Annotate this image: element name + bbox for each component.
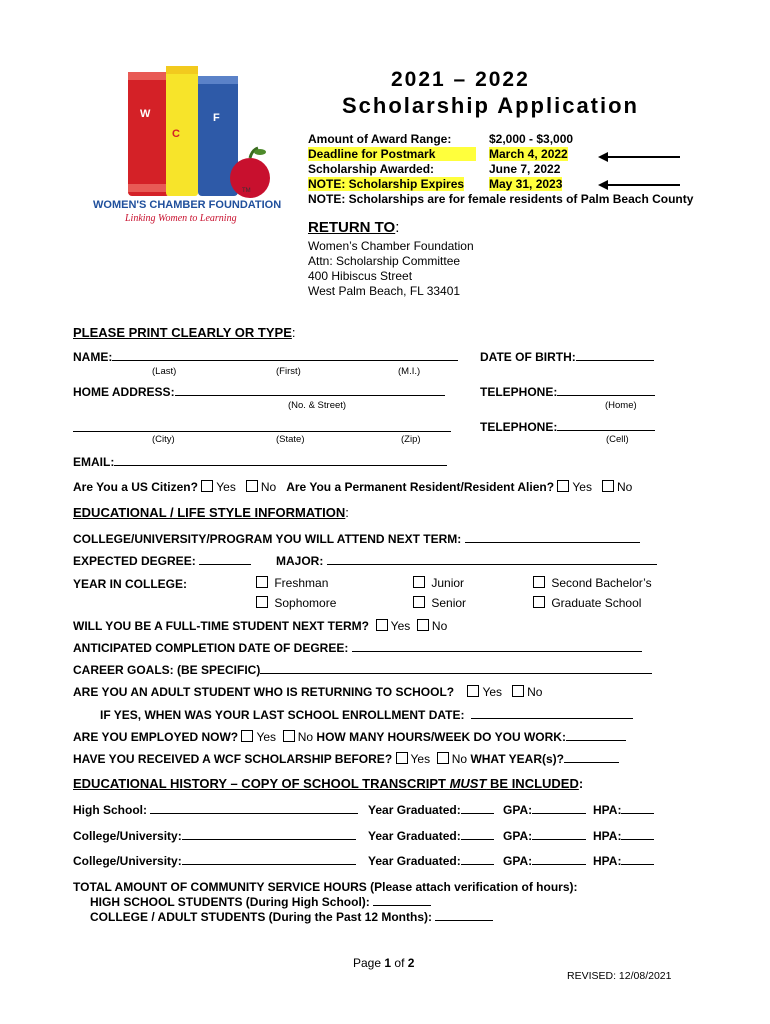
arrow-left-icon	[598, 180, 683, 190]
year-option-senior[interactable]	[413, 596, 466, 610]
history-heading	[73, 776, 583, 791]
history-gpa	[503, 803, 586, 817]
history-hpa	[593, 854, 654, 868]
year-label: YEAR IN COLLEGE:	[73, 577, 188, 591]
history-school-label: High School:	[73, 803, 147, 817]
name-sub-first: (First)	[276, 366, 301, 377]
gpa-field[interactable]	[532, 854, 586, 865]
senior-checkbox[interactable]	[413, 596, 425, 608]
yes-label: Yes	[390, 619, 411, 633]
wcf-yes-checkbox[interactable]	[396, 752, 408, 764]
history-row-college-2	[73, 854, 356, 868]
second-bachelors-label: Second Bachelor’s	[551, 576, 652, 590]
book-letter-c: C	[172, 128, 180, 140]
dob-field[interactable]	[576, 350, 654, 361]
resident-yes-checkbox[interactable]	[557, 480, 569, 492]
history-school-label: College/University:	[73, 854, 182, 868]
revised-date: REVISED: 12/08/2021	[567, 970, 672, 982]
history-heading-pre: EDUCATIONAL HISTORY – COPY OF SCHOOL TRANSCRIPT	[73, 776, 450, 791]
eligibility-note: NOTE: Scholarships are for female residents of Palm Beach County	[308, 192, 694, 206]
service-hs-field[interactable]	[373, 895, 431, 906]
print-clearly-heading	[73, 325, 296, 340]
no-label: No	[527, 685, 543, 699]
return-address-line: 400 Hibiscus Street	[308, 269, 413, 283]
history-row-high-school	[73, 803, 358, 817]
books-apple-icon	[126, 62, 286, 202]
college2-field[interactable]	[182, 854, 356, 865]
major-field[interactable]	[327, 554, 657, 565]
fulltime-question: WILL YOU BE A FULL-TIME STUDENT NEXT TERM?	[73, 619, 369, 633]
email-row	[73, 455, 447, 469]
service-hs-row	[90, 895, 431, 909]
return-to-heading-text: RETURN TO	[308, 219, 396, 236]
print-clearly-colon: :	[291, 325, 296, 340]
last-enroll-row	[100, 708, 633, 722]
what-year-field[interactable]	[564, 752, 619, 763]
gpa-label: GPA:	[503, 854, 533, 868]
history-year-grad	[368, 829, 494, 843]
second-bachelors-checkbox[interactable]	[533, 576, 545, 588]
adult-row	[73, 685, 542, 699]
history-gpa	[503, 854, 586, 868]
junior-label: Junior	[431, 576, 465, 590]
year-grad-field[interactable]	[461, 829, 494, 840]
page-word: Page	[353, 956, 382, 970]
completion-question: ANTICIPATED COMPLETION DATE OF DEGREE:	[73, 641, 349, 655]
goals-question: CAREER GOALS: (BE SPECIFIC)	[73, 663, 261, 677]
expires-label: NOTE: Scholarship Expires	[308, 177, 465, 191]
college-row	[73, 532, 640, 546]
college1-field[interactable]	[182, 829, 356, 840]
history-year-grad	[368, 803, 494, 817]
hpa-field[interactable]	[621, 829, 654, 840]
employed-no-checkbox[interactable]	[283, 730, 295, 742]
resident-no-checkbox[interactable]	[602, 480, 614, 492]
return-to-colon: :	[395, 219, 400, 236]
city-state-zip-field[interactable]	[73, 421, 451, 432]
history-school-label: College/University:	[73, 829, 182, 843]
adult-yes-checkbox[interactable]	[467, 685, 479, 697]
high-school-field[interactable]	[150, 803, 358, 814]
hpa-label: HPA:	[593, 803, 622, 817]
year-grad-label: Year Graduated:	[368, 854, 461, 868]
awarded-value: June 7, 2022	[489, 162, 561, 176]
freshman-checkbox[interactable]	[256, 576, 268, 588]
award-range-label: Amount of Award Range:	[308, 132, 452, 146]
hours-question: HOW MANY HOURS/WEEK DO YOU WORK:	[316, 730, 566, 744]
name-sub-mi: (M.I.)	[398, 366, 421, 377]
yes-label: Yes	[572, 480, 592, 494]
citizen-yes-checkbox[interactable]	[201, 480, 213, 492]
name-row	[73, 350, 458, 364]
wcf-logo	[88, 62, 283, 232]
award-range-value: $2,000 - $3,000	[489, 132, 574, 146]
wcf-no-checkbox[interactable]	[437, 752, 449, 764]
year-grad-field[interactable]	[461, 803, 494, 814]
employed-yes-checkbox[interactable]	[241, 730, 253, 742]
book-letter-f: F	[213, 112, 220, 124]
hours-field[interactable]	[566, 730, 626, 741]
yes-label: Yes	[216, 480, 236, 494]
year-grad-label: Year Graduated:	[368, 829, 461, 843]
gpa-label: GPA:	[503, 803, 533, 817]
college-field[interactable]	[465, 532, 640, 543]
page-title: Scholarship Application	[342, 93, 639, 118]
zip-sub: (Zip)	[401, 434, 421, 445]
no-label: No	[451, 752, 468, 766]
tel-home-label: TELEPHONE:	[480, 385, 558, 399]
education-heading	[73, 505, 349, 520]
year-grad-label: Year Graduated:	[368, 803, 461, 817]
gpa-label: GPA:	[503, 829, 533, 843]
of-word: of	[394, 956, 405, 970]
degree-field[interactable]	[199, 554, 251, 565]
no-label: No	[297, 730, 314, 744]
name-field[interactable]	[112, 350, 458, 361]
deadline-label: Deadline for Postmark	[308, 147, 476, 161]
goals-field[interactable]	[260, 663, 652, 674]
address-field[interactable]	[175, 385, 445, 396]
name-label: NAME:	[73, 350, 113, 364]
service-total: TOTAL AMOUNT OF COMMUNITY SERVICE HOURS (Please attach verification of hours):	[73, 880, 578, 894]
citizen-question: Are You a US Citizen?	[73, 480, 198, 494]
year-option-sophomore[interactable]	[256, 596, 336, 610]
page-number	[353, 956, 414, 970]
degree-row	[73, 554, 251, 568]
wcf-row	[73, 752, 619, 766]
history-heading-colon: :	[578, 776, 584, 791]
history-year-grad	[368, 854, 494, 868]
last-enroll-question: IF YES, WHEN WAS YOUR LAST SCHOOL ENROLLMENT DATE:	[100, 708, 465, 722]
adult-question: ARE YOU AN ADULT STUDENT WHO IS RETURNING TO SCHOOL?	[73, 685, 455, 699]
tel-cell-row	[480, 420, 655, 434]
expires-value: May 31, 2023	[489, 177, 563, 191]
fulltime-no-checkbox[interactable]	[417, 619, 429, 631]
sophomore-label: Sophomore	[274, 596, 337, 610]
history-hpa	[593, 803, 654, 817]
year-option-freshman[interactable]	[256, 576, 328, 590]
year-option-graduate[interactable]	[533, 596, 641, 610]
dob-label: DATE OF BIRTH:	[480, 350, 576, 364]
name-sub-last: (Last)	[152, 366, 177, 377]
city-sub: (City)	[152, 434, 175, 445]
graduate-label: Graduate School	[551, 596, 642, 610]
hpa-field[interactable]	[621, 803, 654, 814]
year-option-second-bachelors[interactable]	[533, 576, 652, 590]
tel-cell-sub: (Cell)	[606, 434, 629, 445]
print-clearly-text: PLEASE PRINT CLEARLY OR TYPE	[73, 325, 292, 340]
tel-cell-field[interactable]	[557, 420, 655, 431]
year-option-junior[interactable]	[413, 576, 464, 590]
service-hs-label: HIGH SCHOOL STUDENTS (During High School):	[90, 895, 370, 909]
arrow-left-icon	[598, 152, 683, 162]
degree-label: EXPECTED DEGREE:	[73, 554, 196, 568]
email-label: EMAIL:	[73, 455, 115, 469]
wcf-question: HAVE YOU RECEIVED A WCF SCHOLARSHIP BEFORE?	[73, 752, 393, 766]
trademark: TM	[242, 188, 251, 194]
employed-row	[73, 730, 626, 744]
major-label: MAJOR:	[276, 554, 324, 568]
tel-home-row	[480, 385, 655, 399]
book-letter-w: W	[140, 108, 151, 120]
yes-label: Yes	[410, 752, 431, 766]
freshman-label: Freshman	[274, 576, 329, 590]
last-enroll-field[interactable]	[471, 708, 633, 719]
fulltime-yes-checkbox[interactable]	[376, 619, 388, 631]
history-hpa	[593, 829, 654, 843]
fulltime-row	[73, 619, 447, 633]
return-to-heading	[308, 219, 399, 236]
resident-question: Are You a Permanent Resident/Resident Alien?	[286, 480, 555, 494]
graduate-checkbox[interactable]	[533, 596, 545, 608]
return-address-line: Attn: Scholarship Committee	[308, 254, 461, 268]
college-question: COLLEGE/UNIVERSITY/PROGRAM YOU WILL ATTEND NEXT TERM:	[73, 532, 462, 546]
citizen-no-checkbox[interactable]	[246, 480, 258, 492]
major-row	[276, 554, 657, 568]
adult-no-checkbox[interactable]	[512, 685, 524, 697]
gpa-field[interactable]	[532, 829, 586, 840]
tel-home-sub: (Home)	[605, 400, 637, 411]
org-tagline: Linking Women to Learning	[125, 213, 237, 224]
address-row	[73, 385, 445, 399]
history-heading-must: MUST	[449, 776, 487, 791]
page-total: 2	[407, 956, 415, 970]
return-address-line: West Palm Beach, FL 33401	[308, 284, 461, 298]
school-year: 2021 – 2022	[391, 68, 530, 91]
history-gpa	[503, 829, 586, 843]
history-row-college-1	[73, 829, 356, 843]
email-field[interactable]	[114, 455, 447, 466]
no-label: No	[617, 480, 633, 494]
awarded-label: Scholarship Awarded:	[308, 162, 435, 176]
no-label: No	[431, 619, 448, 633]
completion-field[interactable]	[352, 641, 642, 652]
service-college-field[interactable]	[435, 910, 493, 921]
hpa-label: HPA:	[593, 829, 622, 843]
hpa-label: HPA:	[593, 854, 622, 868]
address-sub: (No. & Street)	[288, 400, 347, 411]
citizenship-row	[73, 480, 632, 494]
senior-label: Senior	[431, 596, 467, 610]
yes-label: Yes	[482, 685, 503, 699]
hpa-field[interactable]	[621, 854, 654, 865]
state-sub: (State)	[276, 434, 305, 445]
what-year-question: WHAT YEAR(s)?	[470, 752, 564, 766]
gpa-field[interactable]	[532, 803, 586, 814]
junior-checkbox[interactable]	[413, 576, 425, 588]
service-college-label: COLLEGE / ADULT STUDENTS (During the Past 12 Months):	[90, 910, 432, 924]
year-grad-field[interactable]	[461, 854, 494, 865]
yes-label: Yes	[256, 730, 277, 744]
address-label: HOME ADDRESS:	[73, 385, 175, 399]
dob-row	[480, 350, 654, 364]
completion-row	[73, 641, 642, 655]
page-current: 1	[384, 956, 392, 970]
deadline-value: March 4, 2022	[489, 147, 568, 161]
history-heading-post: BE INCLUDED	[486, 776, 579, 791]
education-heading-text: EDUCATIONAL / LIFE STYLE INFORMATION	[73, 505, 346, 520]
tel-home-field[interactable]	[557, 385, 655, 396]
return-address-line: Women’s Chamber Foundation	[308, 239, 474, 253]
service-college-row	[90, 910, 493, 924]
org-name: WOMEN'S CHAMBER FOUNDATION	[93, 199, 282, 211]
education-heading-colon: :	[345, 505, 349, 520]
sophomore-checkbox[interactable]	[256, 596, 268, 608]
goals-row	[73, 663, 652, 677]
employed-question: ARE YOU EMPLOYED NOW?	[73, 730, 239, 744]
no-label: No	[260, 480, 277, 494]
tel-cell-label: TELEPHONE:	[480, 420, 558, 434]
